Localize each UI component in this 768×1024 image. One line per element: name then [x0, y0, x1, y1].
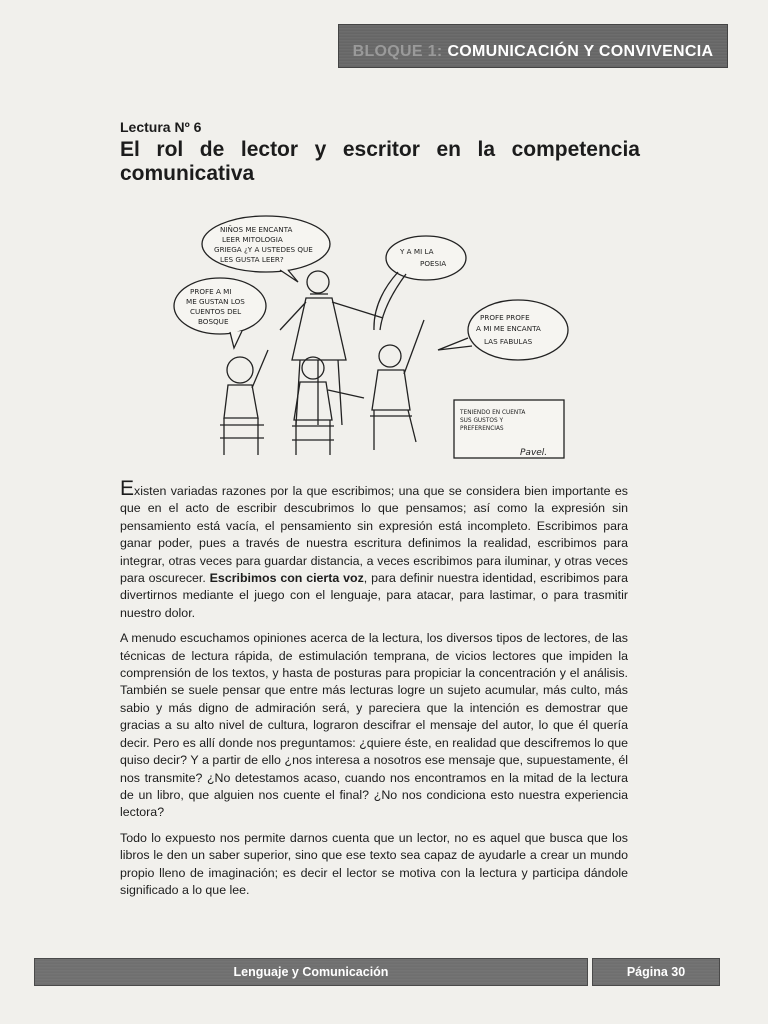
section-header-bar	[338, 24, 728, 68]
poetry-student-bubble	[386, 236, 466, 280]
svg-text:ME GUSTAN LOS: ME GUSTAN LOS	[186, 297, 245, 306]
svg-text:A MI ME ENCANTA: A MI ME ENCANTA	[476, 324, 541, 333]
footer-page-bar	[592, 958, 720, 986]
svg-text:GRIEGA ¿Y A USTEDES QUE: GRIEGA ¿Y A USTEDES QUE	[214, 245, 313, 254]
lectura-label: Lectura Nº 6	[120, 119, 202, 135]
footer-subject: Lenguaje y Comunicación	[233, 965, 389, 979]
svg-text:LES GUSTA LEER?: LES GUSTA LEER?	[220, 255, 284, 264]
svg-text:PROFE PROFE: PROFE PROFE	[480, 313, 530, 322]
paragraph-3: Todo lo expuesto nos permite darnos cuenta que un lector, no es aquel que busca que los libros le den un saber superior, sino que ese texto sea capaz de ayudarle a crear un mundo propio lleno de imaginación; es decir el lector se motiva con la lectura y participa dándole significado a lo que lee.	[120, 830, 628, 897]
svg-text:POESIA: POESIA	[420, 259, 447, 268]
footer-subject-bar	[34, 958, 588, 986]
bubble-text: NIÑOS ME ENCANTA	[220, 225, 293, 234]
page-title: El rol de lector y escritor en la competencia comunicativa	[120, 138, 640, 185]
svg-text:LEER MITOLOGIA: LEER MITOLOGIA	[222, 235, 283, 244]
svg-text:Y A MI LA: Y A MI LA	[400, 247, 434, 256]
svg-text:SUS GUSTOS Y: SUS GUSTOS Y	[460, 418, 504, 424]
block-label: BLOQUE 1:	[352, 43, 443, 60]
svg-text:CUENTOS DEL: CUENTOS DEL	[190, 307, 242, 316]
section-title: COMUNICACIÓN Y CONVIVENCIA	[447, 43, 714, 60]
classroom-illustration	[168, 210, 574, 470]
svg-text:LAS FABULAS: LAS FABULAS	[484, 337, 533, 346]
svg-text:PROFE A MI: PROFE A MI	[190, 287, 232, 296]
paragraph-2: A menudo escuchamos opiniones acerca de la lectura, los diversos tipos de lectores, de las técnicas de lectura rápida, de estimulación temprana, de vicios lectores que impiden la comprensión de los textos, y hasta de posturas para propiciar la concentración y el análisis. También se suele pensar que entre más lecturas logre un sujeto acumular, más culto, más sabio y más digno de admiración será, y pareciera que la intención es demostrar que gracias a su alto nivel de cultura, lograron descifrar el mensaje del autor, lo que él quería decir. Pero es allí donde nos preguntamos: ¿quiere éste, en realidad que descifremos lo que quiso decir? Y a partir de ello ¿nos interesa a nosotros ese mensaje que, supuestamente, él nos transmite? ¿No detestamos acaso, cuando nos encontramos en la mitad de la lectura de un libro, que alguien nos cuente el final? ¿No nos condiciona esto nuestra experiencia lectora?	[120, 631, 628, 820]
paragraph-1: Existen variadas razones por la que escribimos; una que se considera bien importante es que en el acto de escribir descubrimos lo que pensamos; así como la expresión sin pensamiento está vacía, el pensamiento sin expresión está incompleto. Escribimos para ganar poder, pues a través de nuestra escritura definimos la realidad, escribimos para integrar, otras veces para guardar distancia, a veces escribimos para iluminar, y otras veces para oscurecer. Escribimos con cierta voz, para definir nuestra identidad, escribimos para divertirnos mediante el juego con el lenguaje, para atacar, para lastimar, o para trasmitir nuestro dolor.	[120, 477, 628, 620]
svg-text:BOSQUE: BOSQUE	[198, 317, 229, 326]
article-body	[120, 477, 628, 907]
signature: Pavel.	[520, 448, 548, 458]
svg-text:PREFERENCIAS: PREFERENCIAS	[460, 426, 504, 432]
dropcap: E	[120, 477, 135, 500]
svg-text:TENIENDO EN CUENTA: TENIENDO EN CUENTA	[460, 410, 526, 416]
page-number: Página 30	[626, 965, 686, 979]
